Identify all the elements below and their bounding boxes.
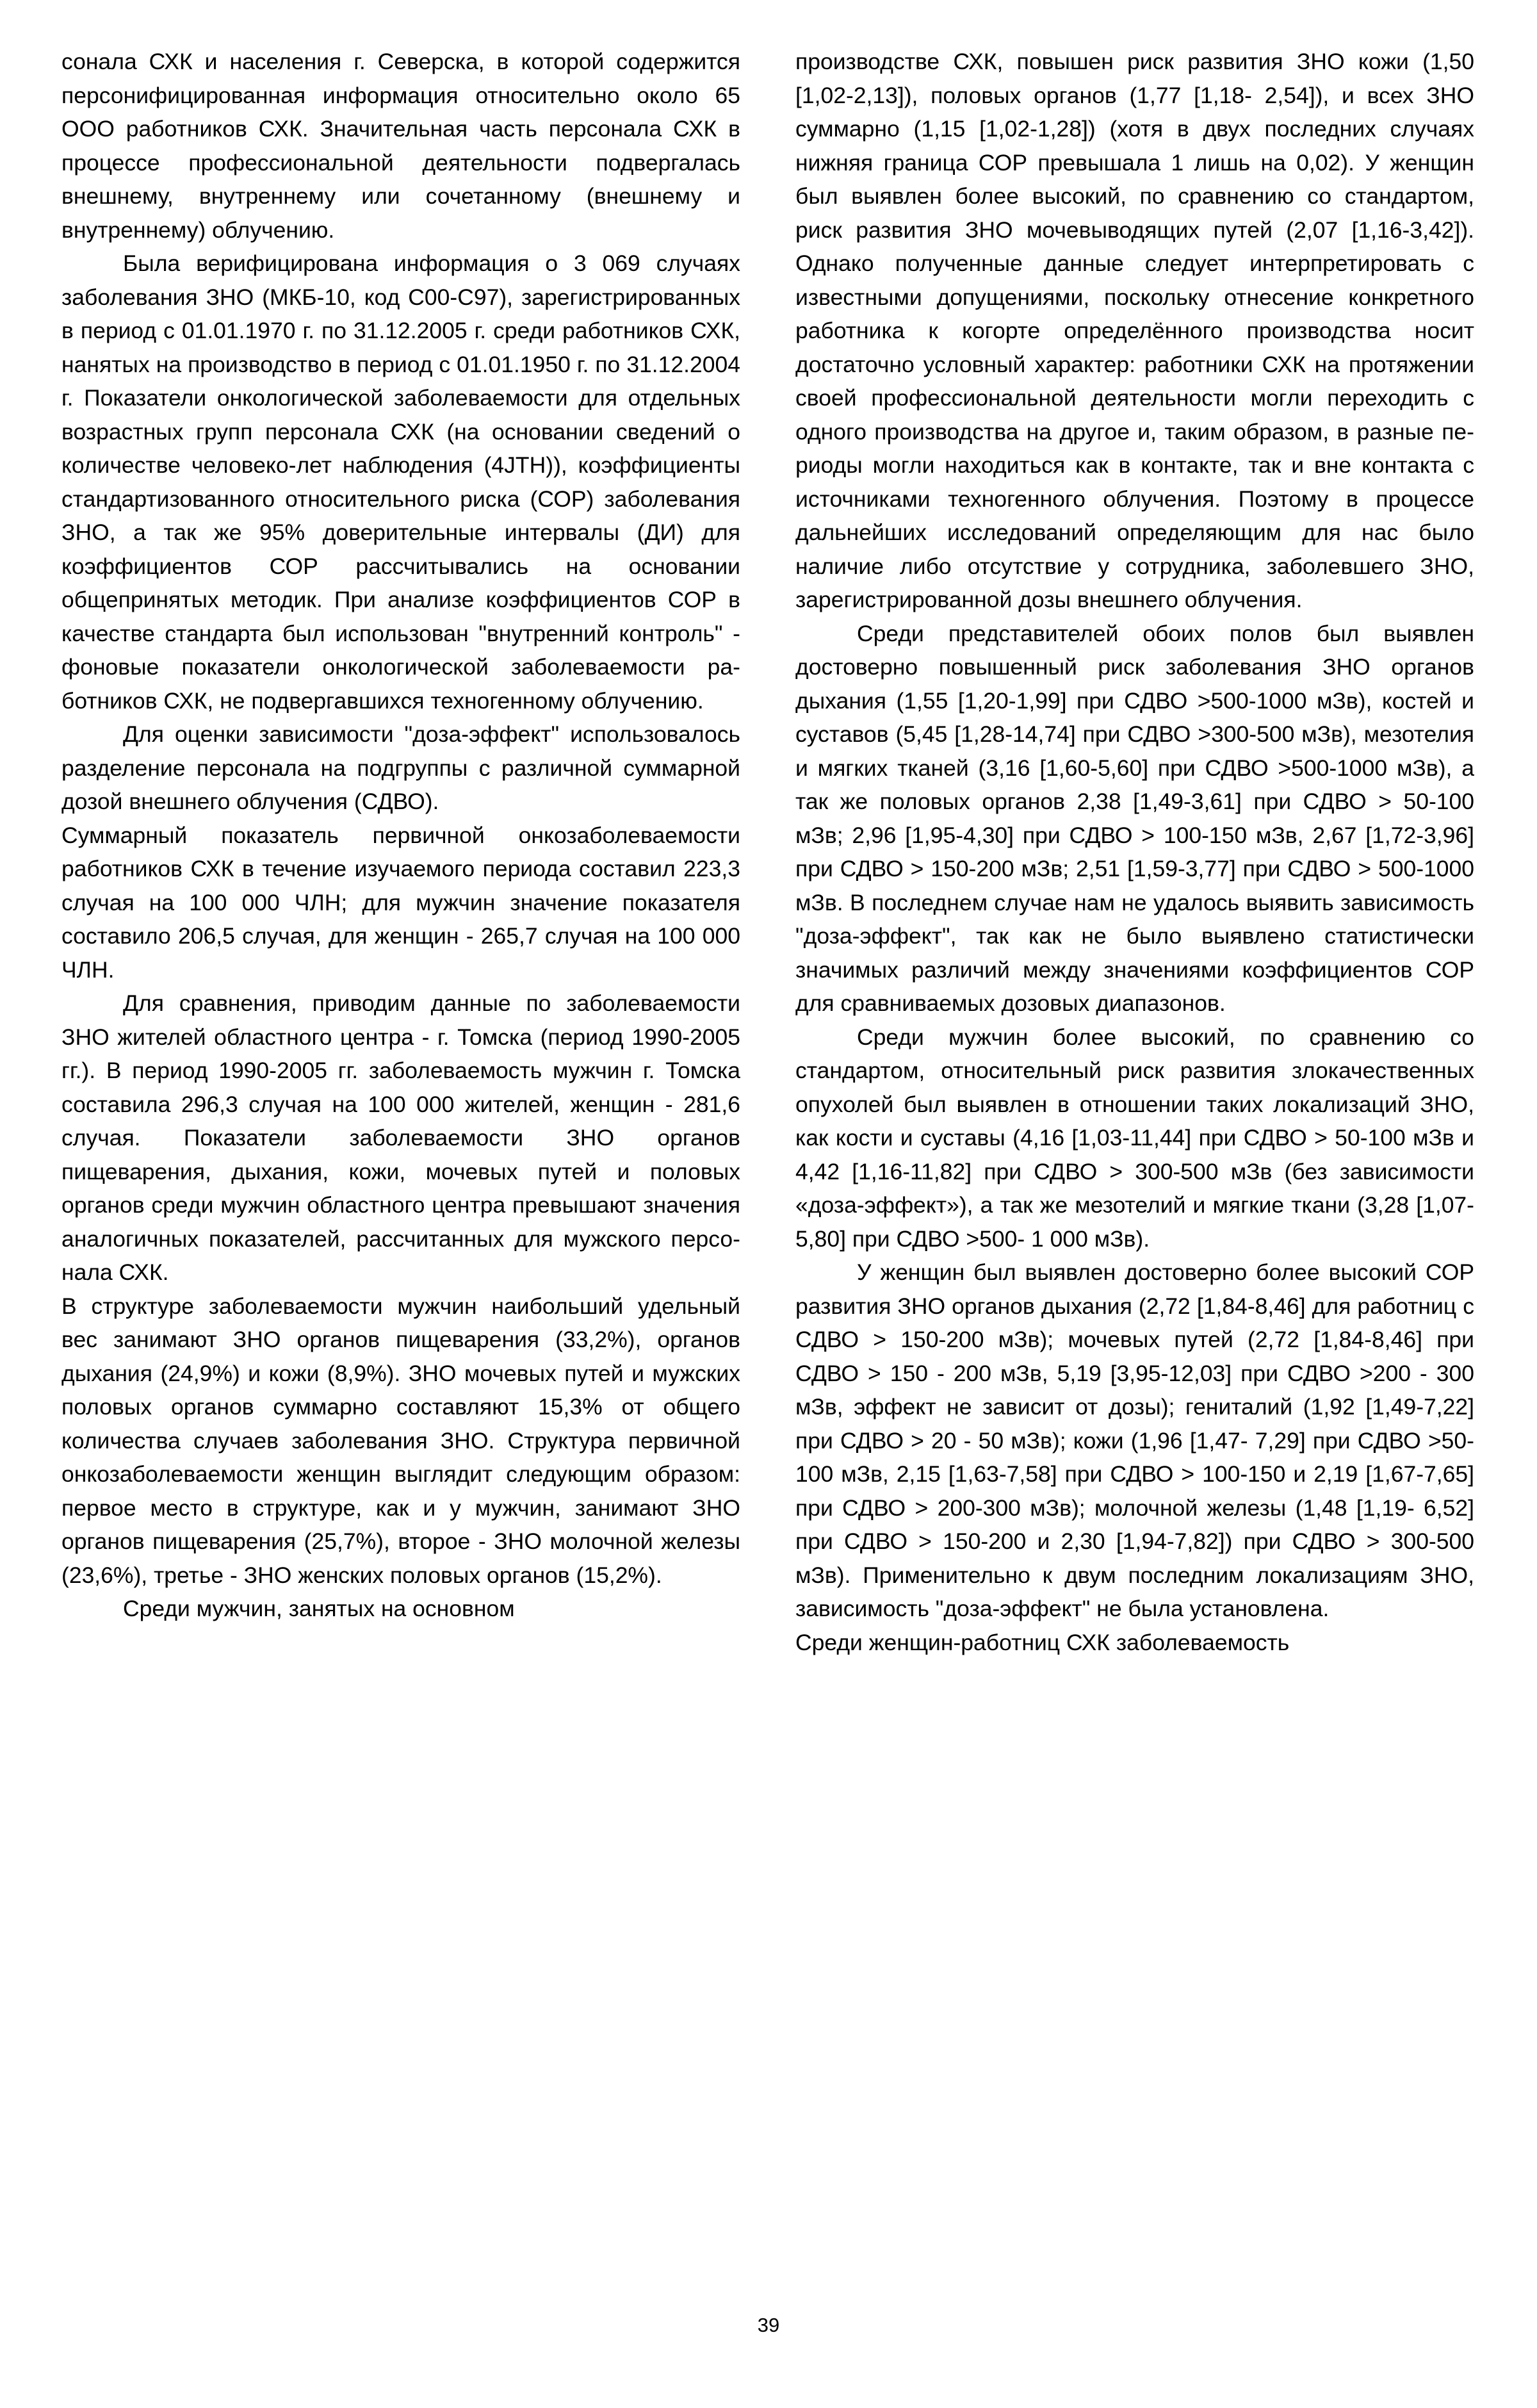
- paragraph: сонала СХК и населения г. Северска, в которой содержится персонифицированная информация относительно около 65 ООО работников СХК. Значительная часть персонала СХК в процессе профессиональной деятельности подвергалась внешнему, внутреннему или сочетанному (внешнему и внутреннему) облучению.: [61, 49, 740, 243]
- paragraph: Суммарный показатель первичной онкозаболеваемости работников СХК в течение изучаемого периода составил 223,3 случая на 100 000 ЧЛН; для мужчин значение показателя составило 206,5 случая, для женщин - 265,7 случая на 100 000 ЧЛН.: [61, 822, 740, 983]
- paragraph: Была верифицирована информация о 3 069 случаях заболевания ЗНО (МКБ-10, код С00-С97), зарегистрированных в период с 01.01.1970 г. по 31.12.2005 г. среди работников СХК, нанятых на производство в период с 01.01.1950 г. по 31.12.2004 г. Показатели онкологической заболеваемости для отдельных возрастных групп персонала СХК (на основании сведений о количестве человеко-лет наблюдения (4JTH)), коэффициенты стандартизованного относительного риска (СОР) заболевания ЗНО, а так же 95% доверительные интервалы (ДИ) для коэффициентов СОР рассчитывались на основании общепринятых методик. При анализе коэффициентов СОР в качестве стандарта был использован "внутренний контроль" - фоновые показатели онкологической заболеваемости работников СХК, не подвергавшихся техногенному облучению.: [61, 250, 740, 714]
- paragraph: Среди мужчин, занятых на основном: [123, 1596, 515, 1621]
- paragraph: Среди мужчин более высокий, по сравнению со стандартом, относительный риск развития злокачественных опухолей был выявлен в отношении таких локализаций ЗНО, как кости и суставы (4,16 [1,03-11,44] при СДВО > 50-100 мЗв и 4,42 [1,16-11,82] при СДВО > 300-500 мЗв (без зависимости «доза-эффект»), а так же мезотелий и мягкие ткани (3,28 [1,07-5,80] при СДВО >500- 1 000 мЗв).: [795, 1024, 1474, 1252]
- left-column: [61, 45, 740, 1626]
- page-number: 39: [757, 2314, 780, 2336]
- paragraph: производстве СХК, повышен риск развития ЗНО кожи (1,50 [1,02-2,13]), половых органов (1,77 [1,18- 2,54]), и всех ЗНО суммарно (1,15 [1,02-1,28]) (хотя в двух последних случаях нижняя граница СОР превышала 1 лишь на 0,02). У женщин был выявлен более высокий, по сравнению со стандартом, риск развития ЗНО мочевыводящих путей (2,07 [1,16-3,42]). Однако полученные данные следует интерпретировать с известными допущениями, поскольку отнесение конкретного работника к когорте определённого производства носит достаточно условный характер: работники СХК на протяжении своей профессиональной деятельности могли переходить с одного производства на другое и, таким образом, в разные периоды могли находиться как в контакте, так и вне контакта с источниками техногенного облучения. Поэтому в процессе дальнейших исследований определяющим для нас было наличие либо отсутствие у сотрудника, заболевшего ЗНО, зарегистрированной дозы внешнего облучения.: [795, 49, 1474, 612]
- paragraph: Для сравнения, приводим данные по заболеваемости ЗНО жителей областного центра - г. Томска (период 1990-2005 гг.). В период 1990-2005 гг. заболеваемость мужчин г. Томска составила 296,3 случая на 100 000 жителей, женщин - 281,6 случая. Показатели заболеваемости ЗНО органов пищеварения, дыхания, кожи, мочевых путей и половых органов среди мужчин областного центра превышают значения аналогичных показателей, рассчитанных для мужского персонала СХК.: [61, 990, 740, 1285]
- paragraph: В структуре заболеваемости мужчин наибольший удельный вес занимают ЗНО органов пищеварения (33,2%), органов дыхания (24,9%) и кожи (8,9%). ЗНО мочевых путей и мужских половых органов суммарно составляют 15,3% от общего количества случаев заболевания ЗНО. Структура первичной онкозаболеваемости женщин выглядит следующим образом: первое место в структуре, как и у мужчин, занимают ЗНО органов пищеварения (25,7%), второе - ЗНО молочной железы (23,6%), третье - ЗНО женских половых органов (15,2%).: [61, 1293, 740, 1588]
- right-column: [795, 45, 1474, 1659]
- paragraph: У женщин был выявлен достоверно более высокий СОР развития ЗНО органов дыхания (2,72 [1,84-8,46] для работниц с СДВО > 150-200 мЗв); мочевых путей (2,72 [1,84-8,46] при СДВО > 150 - 200 мЗв, 5,19 [3,95-12,03] при СДВО >200 - 300 мЗв, эффект не зависит от дозы); гениталий (1,92 [1,49-7,22] при СДВО > 20 - 50 мЗв); кожи (1,96 [1,47- 7,29] при СДВО >50-100 мЗв, 2,15 [1,63-7,58] при СДВО > 100-150 и 2,19 [1,67-7,65] при СДВО > 200-300 мЗв); молочной железы (1,48 [1,19- 6,52] при СДВО > 150-200 и 2,30 [1,94-7,82]) при СДВО > 300-500 мЗв). Применительно к двум последним локализациям ЗНО, зависимость "доза-эффект" не была установлена.: [795, 1259, 1474, 1621]
- paragraph: Для оценки зависимости "доза-эффект" использовалось разделение персонала на подгруппы с различной суммарной дозой внешнего облучения (СДВО).: [61, 721, 740, 814]
- two-column-body: [61, 45, 1476, 1659]
- paragraph: Среди представителей обоих полов был выявлен достоверно повышенный риск заболевания ЗНО органов дыхания (1,55 [1,20-1,99] при СДВО >500-1000 мЗв), костей и суставов (5,45 [1,28-14,74] при СДВО >300-500 мЗв), мезотелия и мягких тканей (3,16 [1,60-5,60] при СДВО >500-1000 мЗв), а так же половых органов 2,38 [1,49-3,61] при СДВО > 50-100 мЗв; 2,96 [1,95-4,30] при СДВО > 100-150 мЗв, 2,67 [1,72-3,96] при СДВО > 150-200 мЗв; 2,51 [1,59-3,77] при СДВО > 500-1000 мЗв. В последнем случае нам не удалось выявить зависимость "доза-эффект", так как не было выявлено статистически значимых различий между значениями коэффициентов СОР для сравниваемых дозовых диапазонов.: [795, 620, 1474, 1016]
- paragraph: Среди женщин-работниц СХК заболеваемость: [795, 1629, 1290, 1655]
